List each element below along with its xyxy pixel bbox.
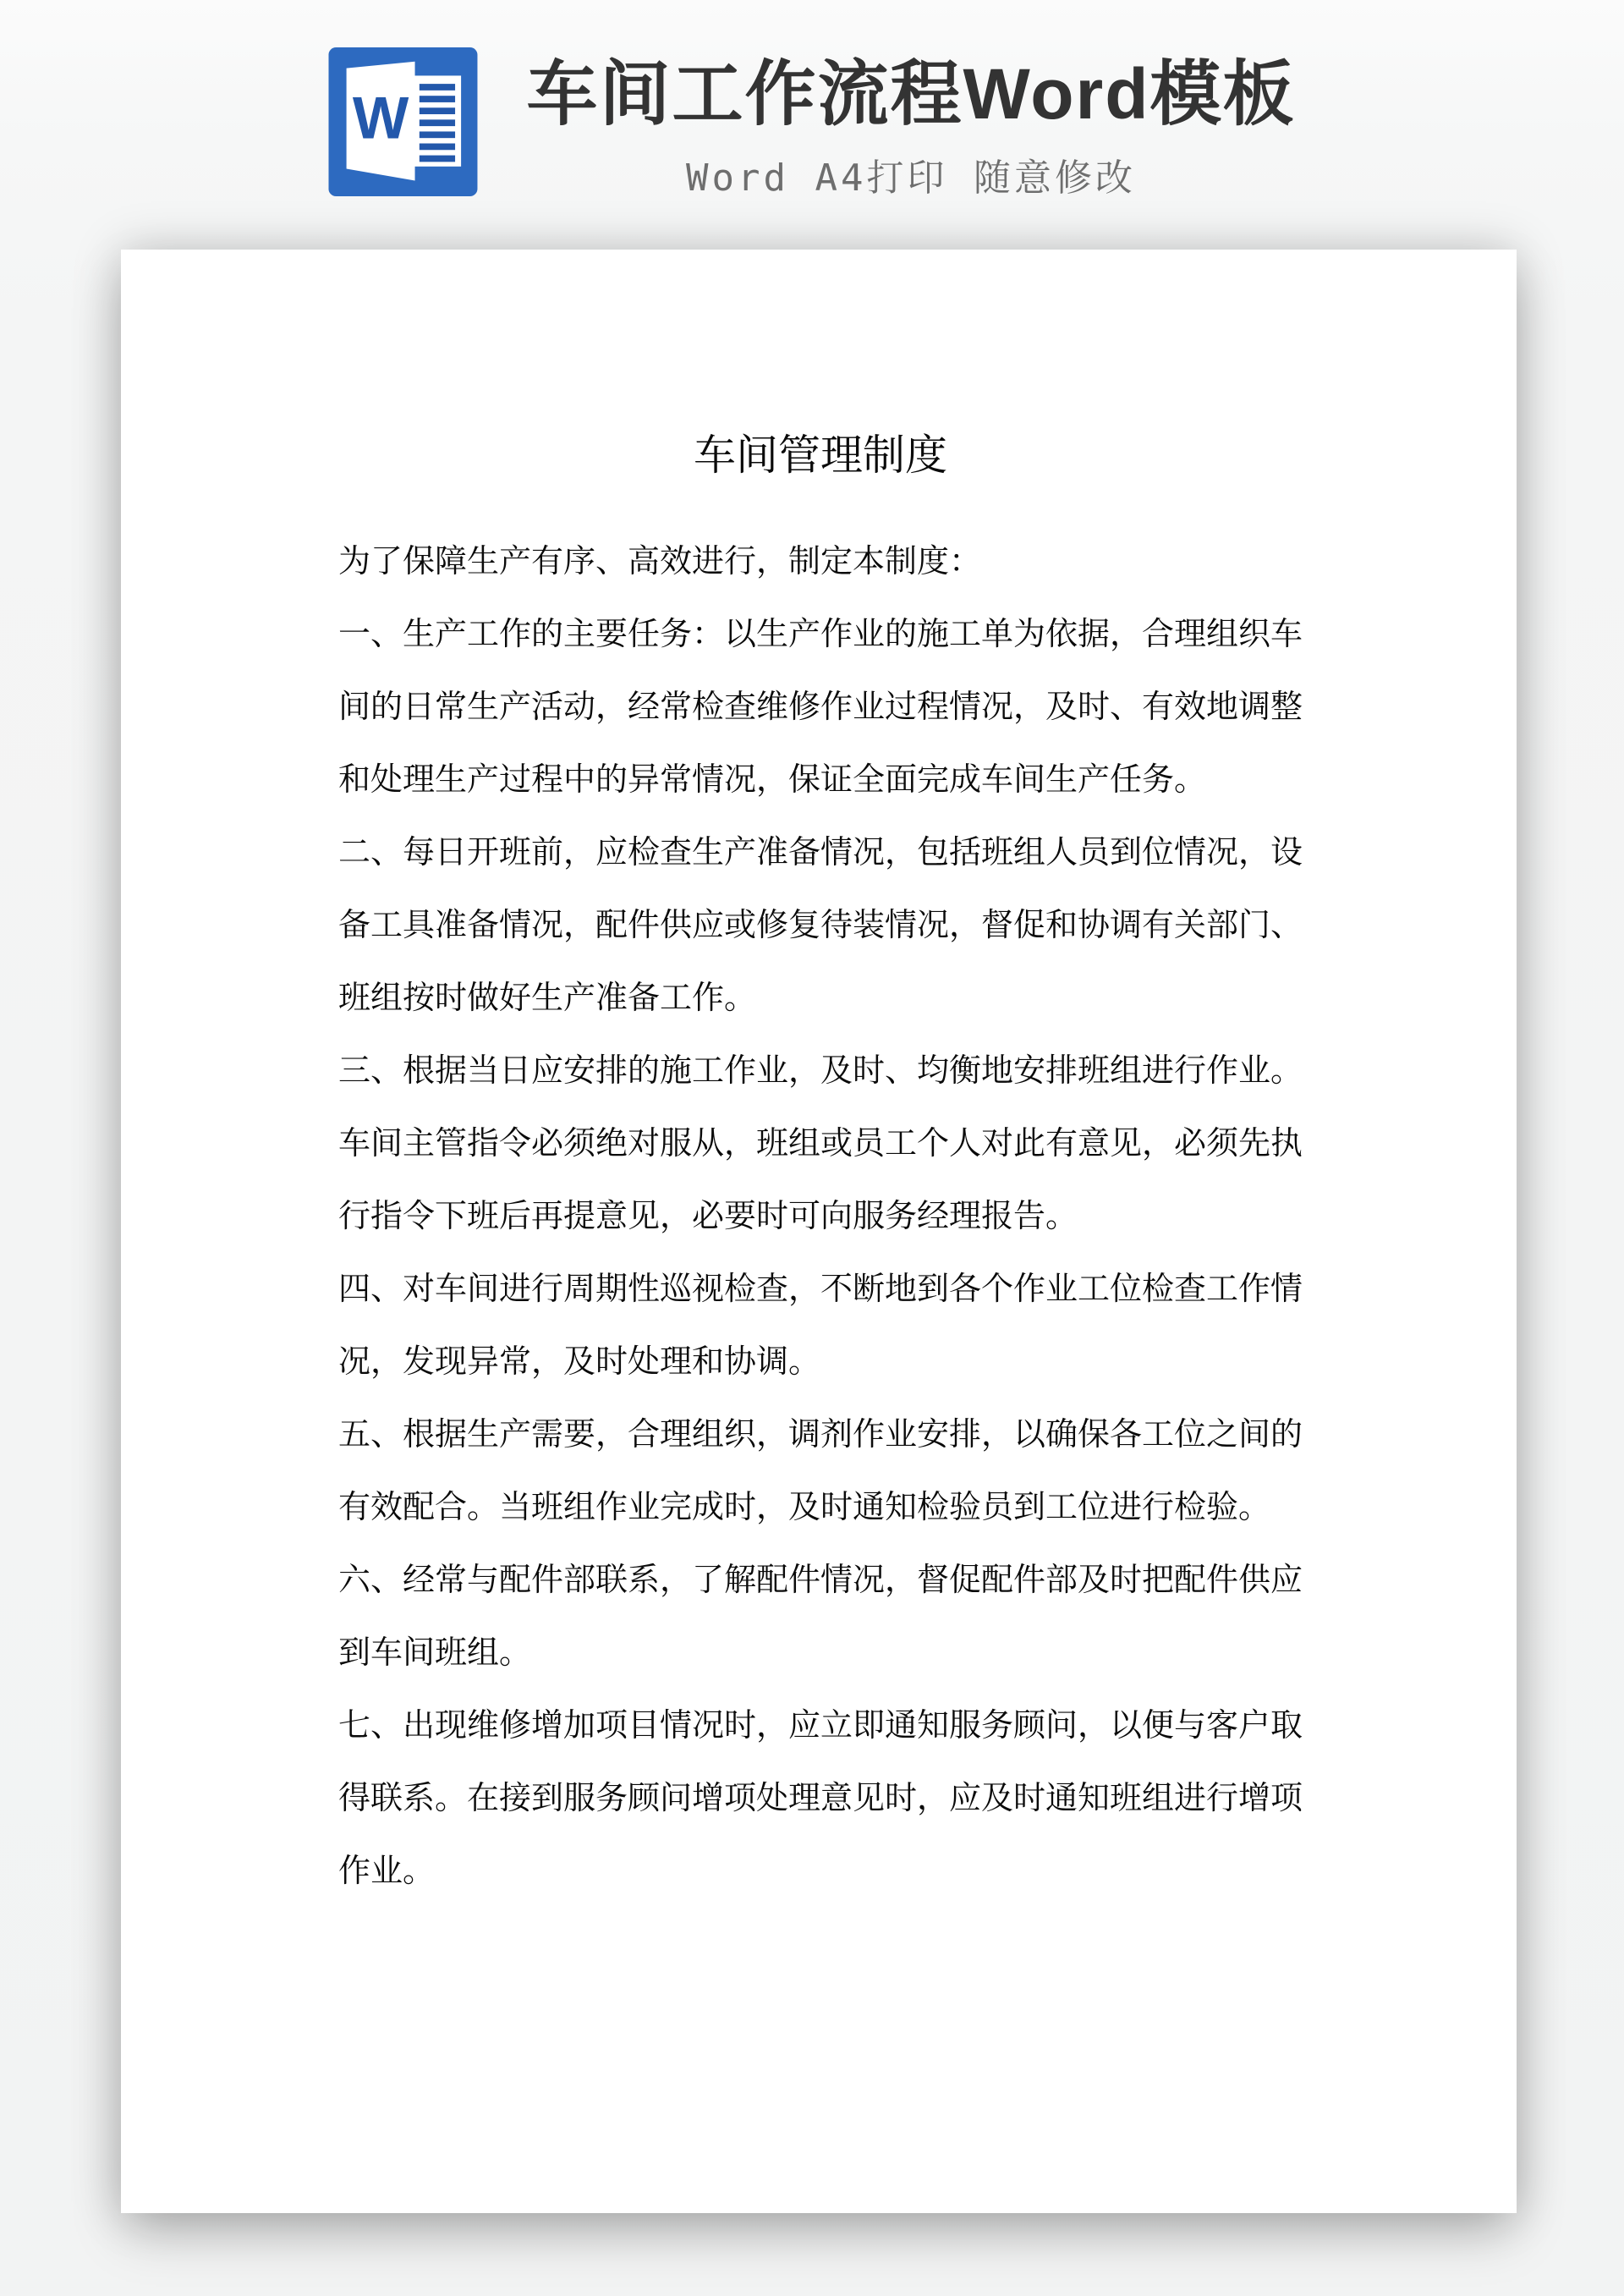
banner-title: 车间工作流程Word模板 (526, 54, 1296, 134)
word-icon (328, 47, 477, 196)
document-page (121, 250, 1517, 2213)
document-paragraph: 三、根据当日应安排的施工作业，及时、均衡地安排班组进行作业。车间主管指令必须绝对服从，班组或员工个人对此有意见，必须先执行指令下班后再提意见，必要时可向服务经理报告。 (338, 1053, 1303, 1234)
banner-text (526, 47, 1295, 201)
document-paragraph: 二、每日开班前，应检查生产准备情况，包括班组人员到位情况，设备工具准备情况，配件供应或修复待装情况，督促和协调有关部门、班组按时做好生产准备工作。 (338, 835, 1303, 1016)
document-paragraph: 一、生产工作的主要任务：以生产作业的施工单为依据，合理组织车间的日常生产活动，经常检查维修作业过程情况，及时、有效地调整和处理生产过程中的异常情况，保证全面完成车间生产任务。 (338, 617, 1303, 798)
banner-subtitle: Word A4打印 随意修改 (686, 157, 1136, 200)
document-paragraph: 六、经常与配件部联系，了解配件情况，督促配件部及时把配件供应到车间班组。 (338, 1563, 1303, 1671)
document-paragraph: 四、对车间进行周期性巡视检查，不断地到各个作业工位检查工作情况，发现异常，及时处理和协调。 (338, 1272, 1303, 1380)
template-banner (328, 47, 1295, 201)
document-page-content (121, 250, 1517, 1908)
document-paragraph: 七、出现维修增加项目情况时，应立即通知服务顾问，以便与客户取得联系。在接到服务顾问增项处理意见时，应及时通知班组进行增项作业。 (338, 1708, 1303, 1889)
document-title: 车间管理制度 (694, 431, 947, 479)
document-paragraph: 五、根据生产需要，合理组织，调剂作业安排，以确保各工位之间的有效配合。当班组作业完成时，及时通知检验员到工位进行检验。 (338, 1417, 1303, 1525)
document-paragraph: 为了保障生产有序、高效进行，制定本制度： (338, 544, 982, 579)
document-body (338, 525, 1303, 1908)
word-icon-letter: W (352, 84, 409, 151)
